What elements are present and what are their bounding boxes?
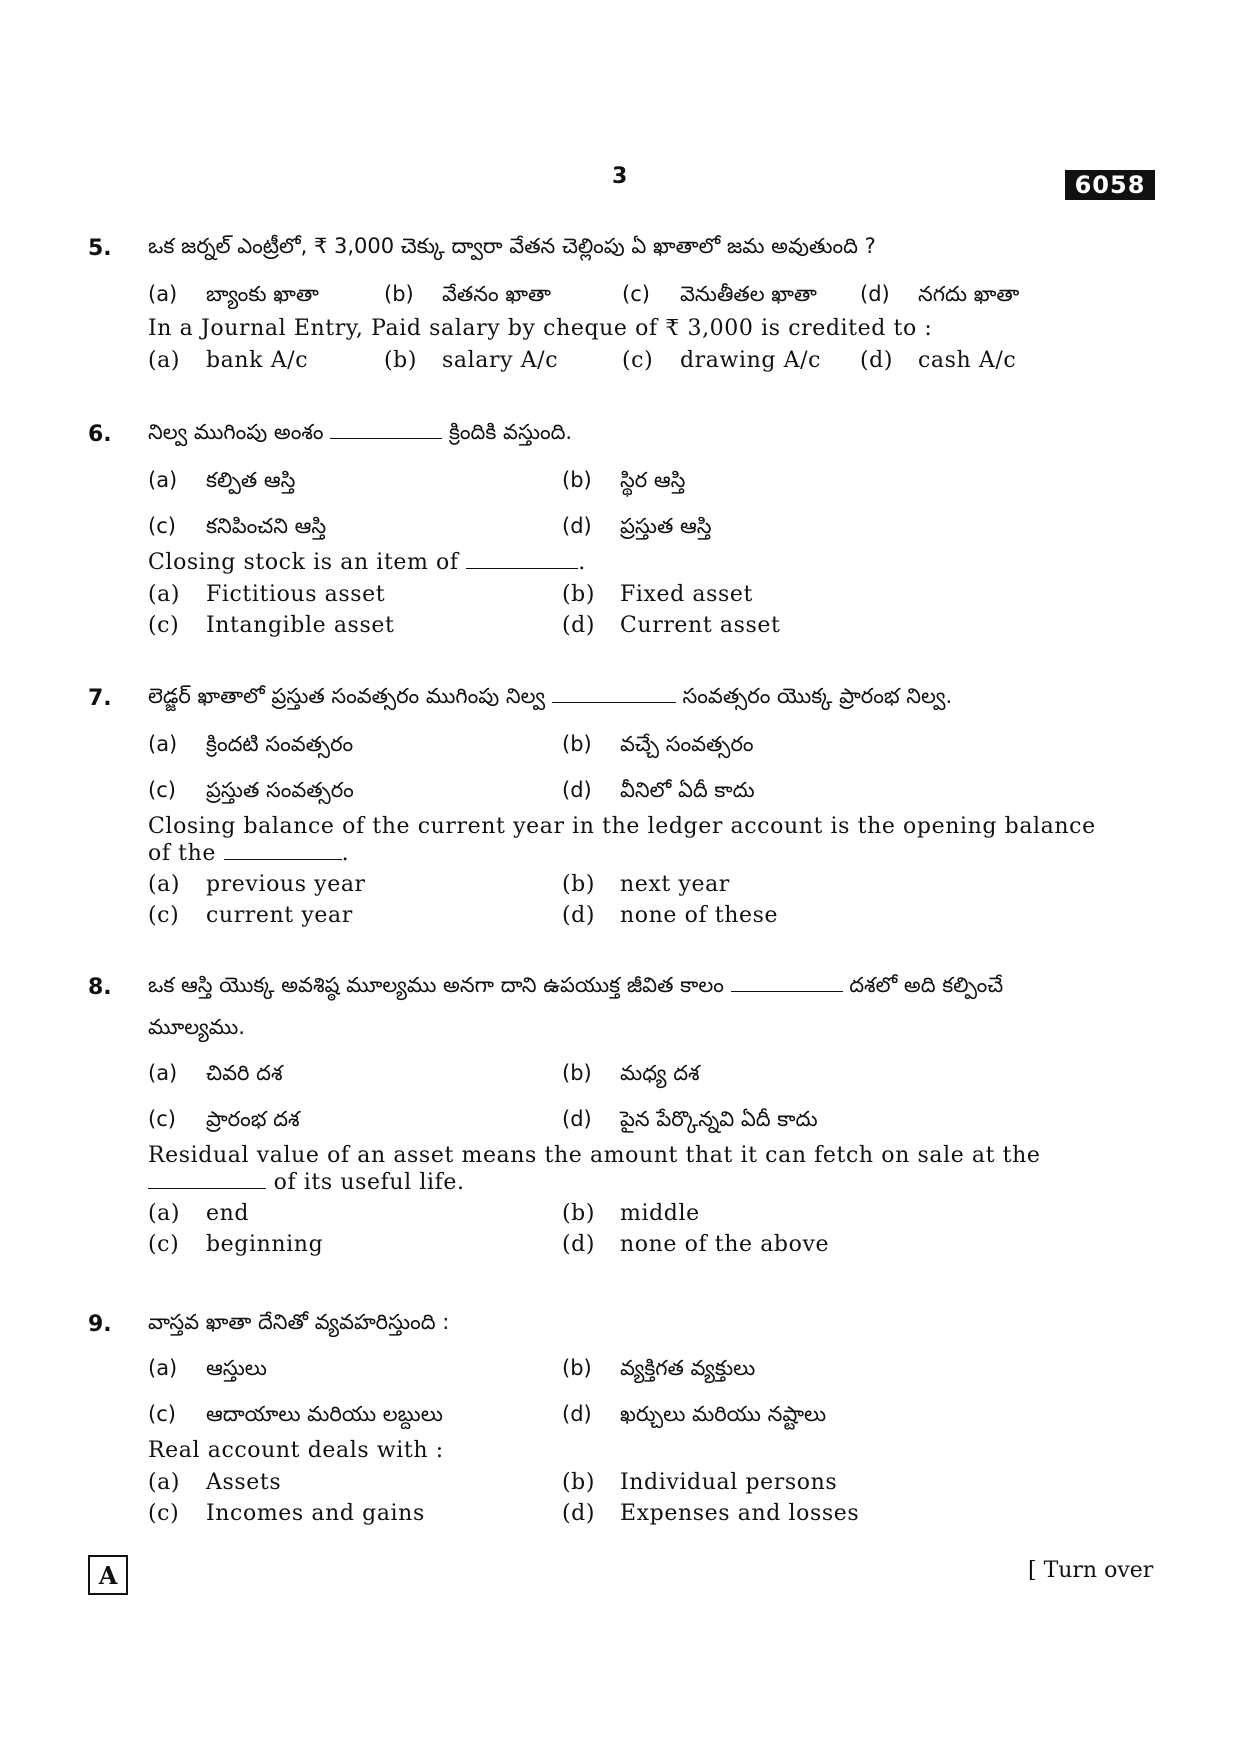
option [622, 282, 817, 312]
question-number: 8. [88, 975, 112, 1000]
text-segment: చివరి దశ [206, 1061, 283, 1085]
text-segment: of its useful life. [273, 1170, 465, 1195]
option-label: (b) [562, 1470, 596, 1495]
option [148, 1356, 267, 1386]
option-label: (d) [562, 1107, 592, 1131]
option-label: (d) [860, 348, 894, 373]
option [148, 903, 353, 928]
option [562, 732, 754, 762]
option-label: (b) [562, 872, 596, 897]
question-text-english: Closing balance of the current year in the ledger account is the opening balance [148, 814, 1096, 839]
text-segment: beginning [206, 1232, 324, 1257]
question-text-english [148, 550, 586, 575]
text-segment: Expenses and losses [620, 1501, 860, 1526]
text-segment: దశలో అది కల్పించే [849, 973, 1004, 997]
question-number: 6. [88, 422, 112, 447]
question-text-english: Residual value of an asset means the amount that it can fetch on sale at the [148, 1143, 1041, 1168]
text-segment: . [578, 550, 586, 575]
option [148, 514, 326, 544]
question-number: 9. [88, 1312, 112, 1337]
text-segment: వచ్చే సంవత్సరం [620, 732, 754, 756]
option-label: (b) [384, 348, 418, 373]
series-box: A [88, 1555, 128, 1595]
text-segment: ప్రస్తుత సంవత్సరం [206, 778, 354, 802]
text-segment: middle [620, 1201, 700, 1226]
option [148, 1501, 425, 1526]
text-segment: Fixed asset [620, 582, 753, 607]
option [148, 1201, 249, 1226]
option [148, 1470, 281, 1495]
option-label: (a) [148, 348, 181, 373]
option [148, 872, 366, 897]
question-text-telugu [148, 973, 1003, 1003]
option [562, 872, 730, 897]
option-text: వేతనం ఖాతా [442, 282, 551, 306]
option [562, 582, 753, 607]
option-label: (c) [148, 514, 176, 538]
question-text-telugu [148, 684, 952, 714]
option [860, 348, 1016, 373]
option-text: drawing A/c [680, 348, 822, 373]
option [562, 468, 685, 498]
text-segment: స్థిర ఆస్తి [620, 468, 686, 492]
option [148, 348, 308, 373]
option-label: (a) [148, 468, 178, 492]
option-label: (d) [562, 778, 592, 802]
option-label: (d) [562, 903, 596, 928]
text-segment: లెడ్జర్ ఖాతాలో ప్రస్తుత సంవత్సరం ముగింపు నిల్వ [148, 684, 546, 708]
option [384, 282, 551, 312]
option [148, 613, 394, 638]
turn-over-note: [ Turn over [1028, 1558, 1154, 1583]
text-segment: current year [206, 903, 353, 928]
option [148, 1061, 283, 1091]
text-segment: ప్రారంభ దశ [206, 1107, 300, 1131]
text-segment: ఖర్చులు మరియు నష్టాలు [620, 1402, 827, 1426]
option-label: (b) [562, 732, 592, 756]
option [562, 903, 778, 928]
text-segment: Individual persons [620, 1470, 838, 1495]
option-label: (c) [622, 348, 654, 373]
text-segment: పైన పేర్కొన్నవి ఏదీ కాదు [620, 1107, 818, 1131]
text-segment: . [341, 841, 350, 866]
option [562, 1061, 700, 1091]
option-label: (c) [148, 903, 180, 928]
text-segment: Fictitious asset [206, 582, 386, 607]
option [562, 1356, 755, 1386]
option-text: నగదు ఖాతా [918, 282, 1020, 306]
option [562, 1107, 818, 1137]
option [860, 282, 1019, 312]
option-label: (c) [148, 778, 176, 802]
answer-blank [224, 841, 342, 860]
option-label: (d) [562, 1402, 592, 1426]
option-label: (c) [148, 1232, 180, 1257]
option [562, 514, 711, 544]
option [562, 1402, 826, 1432]
text-segment: previous year [206, 872, 366, 897]
option [562, 1232, 829, 1257]
option-label: (a) [148, 1356, 178, 1380]
question-text-telugu-2: మూల్యము. [148, 1015, 245, 1039]
question-text-english: In a Journal Entry, Paid salary by cheque of ₹ 3,000 is credited to : [148, 316, 933, 341]
option [622, 348, 821, 373]
option-label: (d) [860, 282, 890, 306]
option [148, 468, 295, 498]
question-text-telugu: ఒక జర్నల్ ఎంట్రీలో, ₹ 3,000 చెక్కు ద్వారా వేతన చెల్లింపు ఏ ఖాతాలో జమ అవుతుంది ? [148, 234, 876, 258]
text-segment: ఆదాయాలు మరియు లబ్దులు [206, 1402, 443, 1426]
text-segment: క్రిందటి సంవత్సరం [206, 732, 354, 756]
option-label: (b) [562, 1356, 592, 1380]
option-label: (b) [562, 468, 592, 492]
option-label: (c) [148, 613, 180, 638]
option [148, 778, 354, 808]
option-label: (d) [562, 613, 596, 638]
option-label: (b) [562, 1061, 592, 1085]
question-text-english-2 [148, 1170, 465, 1195]
text-segment: మధ్య దశ [620, 1061, 700, 1085]
text-segment: వీనిలో ఏదీ కాదు [620, 778, 755, 802]
option-label: (a) [148, 1470, 181, 1495]
option-label: (c) [148, 1501, 180, 1526]
question-text-telugu: వాస్తవ ఖాతా దేనితో వ్యవహరిస్తుంది : [148, 1310, 450, 1334]
option [148, 732, 353, 762]
option-label: (c) [148, 1107, 176, 1131]
option-label: (d) [562, 1232, 596, 1257]
option [562, 778, 755, 808]
option [562, 613, 780, 638]
option [562, 1501, 859, 1526]
text-segment: Current asset [620, 613, 781, 638]
question-text-telugu [148, 420, 572, 450]
text-segment: end [206, 1201, 250, 1226]
question-number: 5. [88, 236, 112, 261]
option-label: (a) [148, 582, 181, 607]
question-number: 7. [88, 686, 112, 711]
option-label: (b) [562, 1201, 596, 1226]
option [148, 282, 319, 312]
text-segment: next year [620, 872, 730, 897]
option [148, 1402, 443, 1432]
answer-blank [466, 550, 578, 569]
option [384, 348, 558, 373]
option-label: (b) [384, 282, 414, 306]
text-segment: Incomes and gains [206, 1501, 425, 1526]
option [562, 1470, 837, 1495]
page-number: 3 [612, 164, 628, 189]
option [148, 1232, 323, 1257]
option-text: bank A/c [206, 348, 309, 373]
option-text: salary A/c [442, 348, 559, 373]
text-segment: క్రిందికి వస్తుంది. [448, 420, 573, 444]
text-segment: none of the above [620, 1232, 830, 1257]
text-segment: కల్పిత ఆస్తి [206, 468, 296, 492]
question-text-english: Real account deals with : [148, 1438, 444, 1463]
option [148, 582, 385, 607]
answer-blank [330, 420, 442, 439]
text-segment: ప్రస్తుత ఆస్తి [620, 514, 712, 538]
text-segment: ఒక ఆస్తి యొక్క అవశిష్ఠ మూల్యము అనగా దాని ఉపయుక్త జీవిత కాలం [148, 973, 724, 997]
text-segment: నిల్వ ముగింపు అంశం [148, 420, 324, 444]
option-label: (d) [562, 514, 592, 538]
option-label: (a) [148, 732, 178, 756]
text-segment: of the [148, 841, 217, 866]
option [148, 1107, 300, 1137]
text-segment: వ్యక్తిగత వ్యక్తులు [620, 1356, 756, 1380]
answer-blank [731, 973, 843, 992]
option-text: బ్యాంకు ఖాతా [206, 282, 319, 306]
text-segment: Assets [206, 1470, 282, 1495]
option-label: (c) [622, 282, 650, 306]
option [562, 1201, 700, 1226]
option-label: (c) [148, 1402, 176, 1426]
question-text-english-2 [148, 841, 349, 866]
option-text: వెనుతీతల ఖాతా [680, 282, 817, 306]
text-segment: ఆస్తులు [206, 1356, 267, 1380]
text-segment: Intangible asset [206, 613, 395, 638]
text-segment: none of these [620, 903, 779, 928]
option-label: (d) [562, 1501, 596, 1526]
option-label: (a) [148, 1201, 181, 1226]
option-label: (a) [148, 1061, 178, 1085]
text-segment: కనిపించని ఆస్తి [206, 514, 327, 538]
option-label: (a) [148, 872, 181, 897]
text-segment: సంవత్సరం యొక్క ప్రారంభ నిల్వ. [682, 684, 953, 708]
answer-blank [552, 684, 676, 703]
option-text: cash A/c [918, 348, 1017, 373]
answer-blank [148, 1170, 266, 1189]
text-segment: Closing stock is an item of [148, 550, 459, 575]
option-label: (a) [148, 282, 178, 306]
paper-code-badge: 6058 [1065, 170, 1155, 200]
option-label: (b) [562, 582, 596, 607]
